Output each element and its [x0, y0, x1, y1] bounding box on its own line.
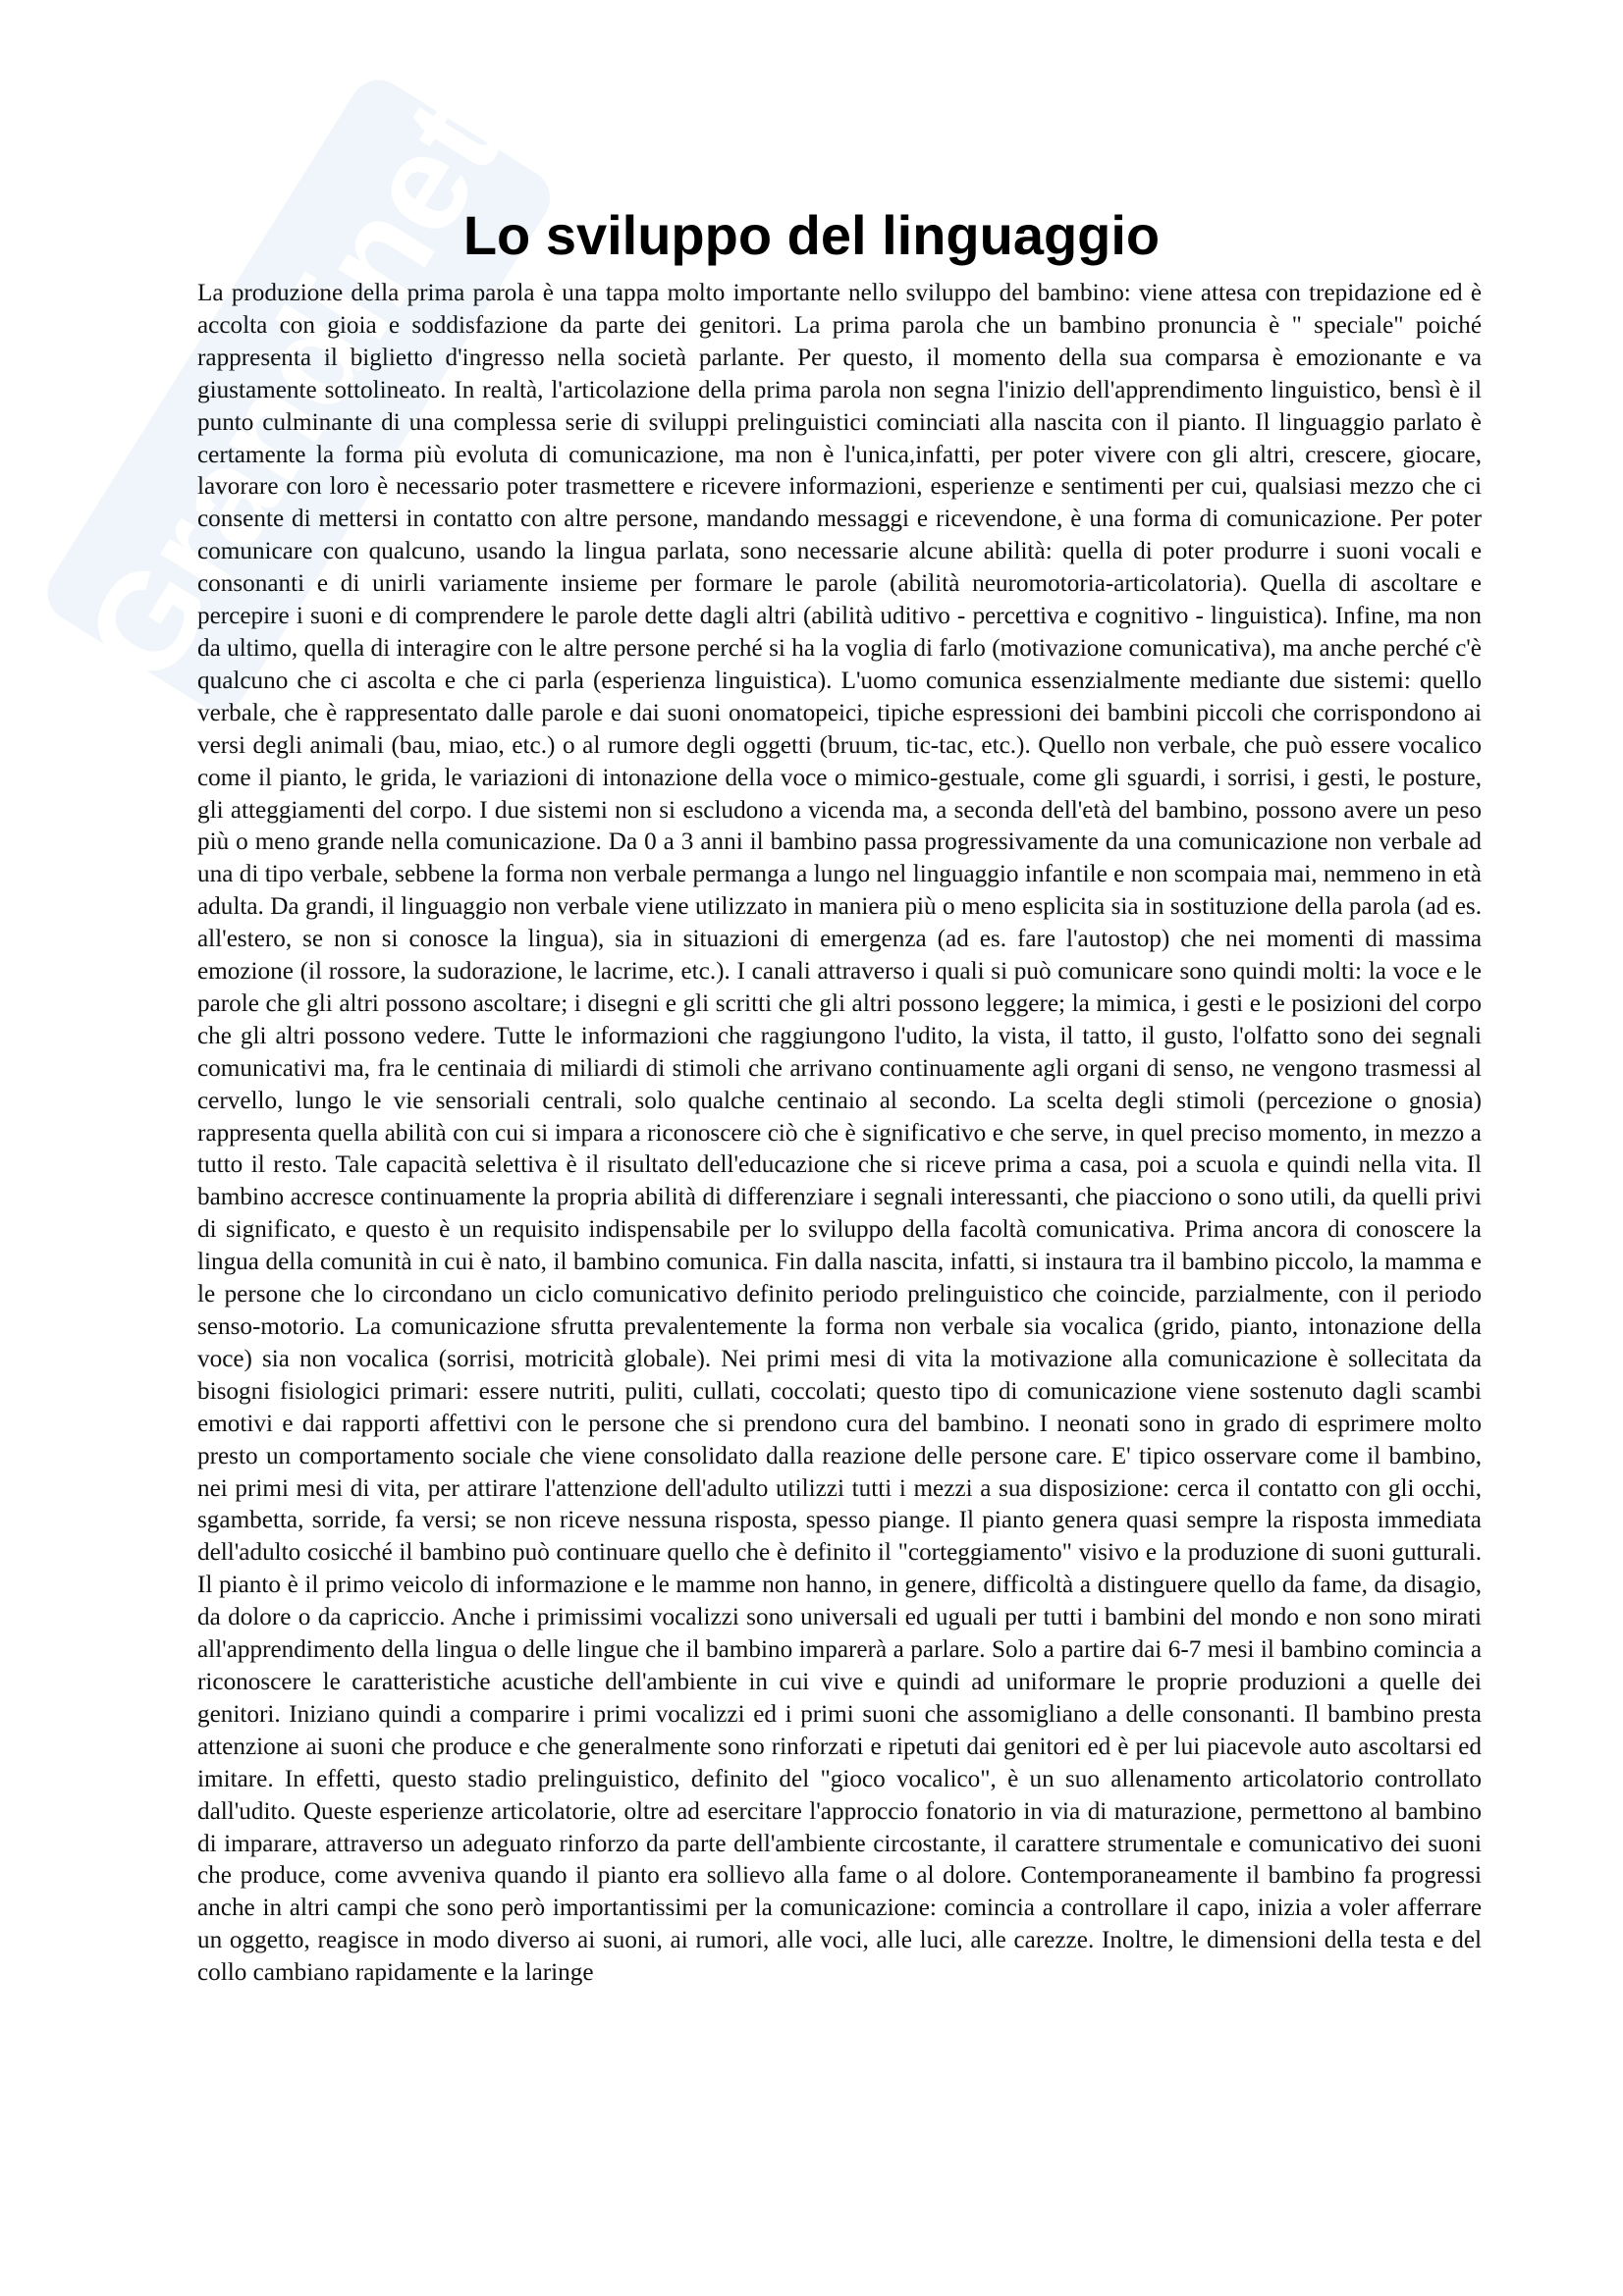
watermark-text: Grandinet — [54, 75, 529, 708]
page-title: Lo sviluppo del linguaggio — [462, 204, 1161, 266]
body-paragraph: La produzione della prima parola è una tappa molto importante nello sviluppo del bambino: viene attesa con trepidazione ed è accolta con gioia e soddisfazione da parte dei genitori. La prima parola che un bambino pronuncia è " speciale" poiché rappresenta il biglietto d'ingresso nella società parlante. Per questo, il momento della sua comparsa è emozionante e va giustamente sottolineato. In realtà, l'articolazione della prima parola non segna l'inizio dell'apprendimento linguistico, bensì è il punto culminante di una complessa serie di sviluppi prelinguistici cominciati alla nascita con il pianto. Il linguaggio parlato è certamente la forma più evoluta di comunicazione, ma non è l'unica,infatti, per poter vivere con gli altri, crescere, giocare, lavorare con loro è necessario poter trasmettere e ricevere informazioni, esperienze e sentimenti per cui, qualsiasi mezzo che ci consente di mettersi in contatto con altre persone, mandando messaggi e ricevendone, è una forma di comunicazione. Per poter comunicare con qualcuno, usando la lingua parlata, sono necessarie alcune abilità: quella di poter produrre i suoni vocali e consonanti e di unirli variamente insieme per formare le parole (abilità neuromotoria-articolatoria). Quella di ascoltare e percepire i suoni e di comprendere le parole dette dagli altri (abilità uditivo - percettiva e cognitivo - linguistica). Infine, ma non da ultimo, quella di interagire con le altre persone perché si ha la voglia di farlo (motivazione comunicativa), ma anche perché c'è qualcuno che ci ascolta e che ci parla (esperienza linguistica). L'uomo comunica essenzialmente mediante due sistemi: quello verbale, che è rappresentato dalle parole e dai suoni onomatopeici, tipiche espressioni dei bambini piccoli che corrispondono ai versi degli animali (bau, miao, etc.) o al rumore degli oggetti (bruum, tic-tac, etc.). Quello non verbale, che può essere vocalico come il pianto, le grida, le variazioni di intonazione della voce o mimico-gestuale, come gli sguardi, i sorrisi, i gesti, le posture, gli atteggiamenti del corpo. I due sistemi non si escludono a vicenda ma, a seconda dell'età del bambino, possono avere un peso più o meno grande nella comunicazione. Da 0 a 3 anni il bambino passa progressivamente da una comunicazione non verbale ad una di tipo verbale, sebbene la forma non verbale permanga a lungo nel linguaggio infantile e non scompaia mai, nemmeno in età adulta. Da grandi, il linguaggio non verbale viene utilizzato in maniera più o meno esplicita sia in sostituzione della parola (ad es. all'estero, se non si conosce la lingua), sia in situazioni di emergenza (ad es. fare l'autostop) che nei momenti di massima emozione (il rossore, la sudorazione, le lacrime, etc.). I canali attraverso i quali si può comunicare sono quindi molti: la voce e le parole che gli altri possono ascoltare; i disegni e gli scritti che gli altri possono leggere; la mimica, i gesti e le posizioni del corpo che gli altri possono vedere. Tutte le informazioni che raggiungono l'udito, la vista, il tatto, il gusto, l'olfatto sono dei segnali comunicativi ma, fra le centinaia di miliardi di stimoli che arrivano continuamente agli organi di senso, ne vengono trasmessi al cervello, lungo le vie sensoriali centrali, solo qualche centinaio al secondo. La scelta degli stimoli (percezione o gnosia) rappresenta quella abilità con cui si impara a riconoscere ciò che è significativo e che serve, in quel preciso momento, in mezzo a tutto il resto. Tale capacità selettiva è il risultato dell'educazione che si riceve prima a casa, poi a scuola e quindi nella vita. Il bambino accresce continuamente la propria abilità di differenziare i segnali interessanti, che piacciono o sono utili, da quelli privi di significato, e questo è un requisito indispensabile per lo sviluppo della facoltà comunicativa. Prima ancora di conoscere la lingua della comunità in cui è nato, il bambino comunica. Fin dalla nascita, infatti, si instaura tra il bambino piccolo, la mamma e le persone che lo circondano un ciclo comunicativo definito periodo prelinguistico che coincide, parzialmente, con il periodo senso-motorio. La comunicazione sfrutta prevalentemente la forma non verbale sia vocalica (grido, pianto, intonazione della voce) sia non vocalica (sorrisi, motricità globale). Nei primi mesi di vita la motivazione alla comunicazione è sollecitata da bisogni fisiologici primari: essere nutriti, puliti, cullati, coccolati; questo tipo di comunicazione viene sostenuto dagli scambi emotivi e dai rapporti affettivi con le persone che si prendono cura del bambino. I neonati sono in grado di esprimere molto presto un comportamento sociale che viene consolidato dalla reazione delle persone care. E' tipico osservare come il bambino, nei primi mesi di vita, per attirare l'attenzione dell'adulto utilizzi tutti i mezzi a sua disposizione: cerca il contatto con gli occhi, sgambetta, sorride, fa versi; se non riceve nessuna risposta, spesso piange. Il pianto genera quasi sempre la risposta immediata dell'adulto cosicché il bambino può continuare quello che è definito il "corteggiamento" visivo e la produzione di suoni gutturali. Il pianto è il primo veicolo di informazione e le mamme non hanno, in genere, difficoltà a distinguere quello da fame, da disagio, da dolore o da capriccio. Anche i primissimi vocalizzi sono universali ed uguali per tutti i bambini del mondo e non sono mirati all'apprendimento della lingua o delle lingue che il bambino imparerà a parlare. Solo a partire dai 6-7 mesi il bambino comincia a riconoscere le caratteristiche acustiche dell'ambiente in cui vive e quindi ad uniformare le proprie produzioni a quelle dei genitori. Iniziano quindi a comparire i primi vocalizzi ed i primi suoni che assomigliano a delle consonanti. Il bambino presta attenzione ai suoni che produce e che generalmente sono rinforzati e ripetuti dai genitori ed è per lui piacevole auto ascoltarsi ed imitare. In effetti, questo stadio prelinguistico, definito del "gioco vocalico", è un suo allenamento articolatorio controllato dall'udito. Queste esperienze articolatorie, oltre ad esercitare l'approccio fonatorio in via di maturazione, permettono al bambino di imparare, attraverso un adeguato rinforzo da parte dell'ambiente circostante, il carattere strumentale e comunicativo dei suoni che produce, come avveniva quando il pianto era sollievo alla fame o al dolore. Contemporaneamente il bambino fa progressi anche in altri campi che sono però importantissimi per la comunicazione: comincia a controllare il capo, inizia a voler afferrare un oggetto, reagisce in modo diverso ai suoni, ai rumori, alle voci, alle luci, alle carezze. Inoltre, le dimensioni della testa e del collo cambiano rapidamente e la laringe — [197, 280, 1482, 1987]
